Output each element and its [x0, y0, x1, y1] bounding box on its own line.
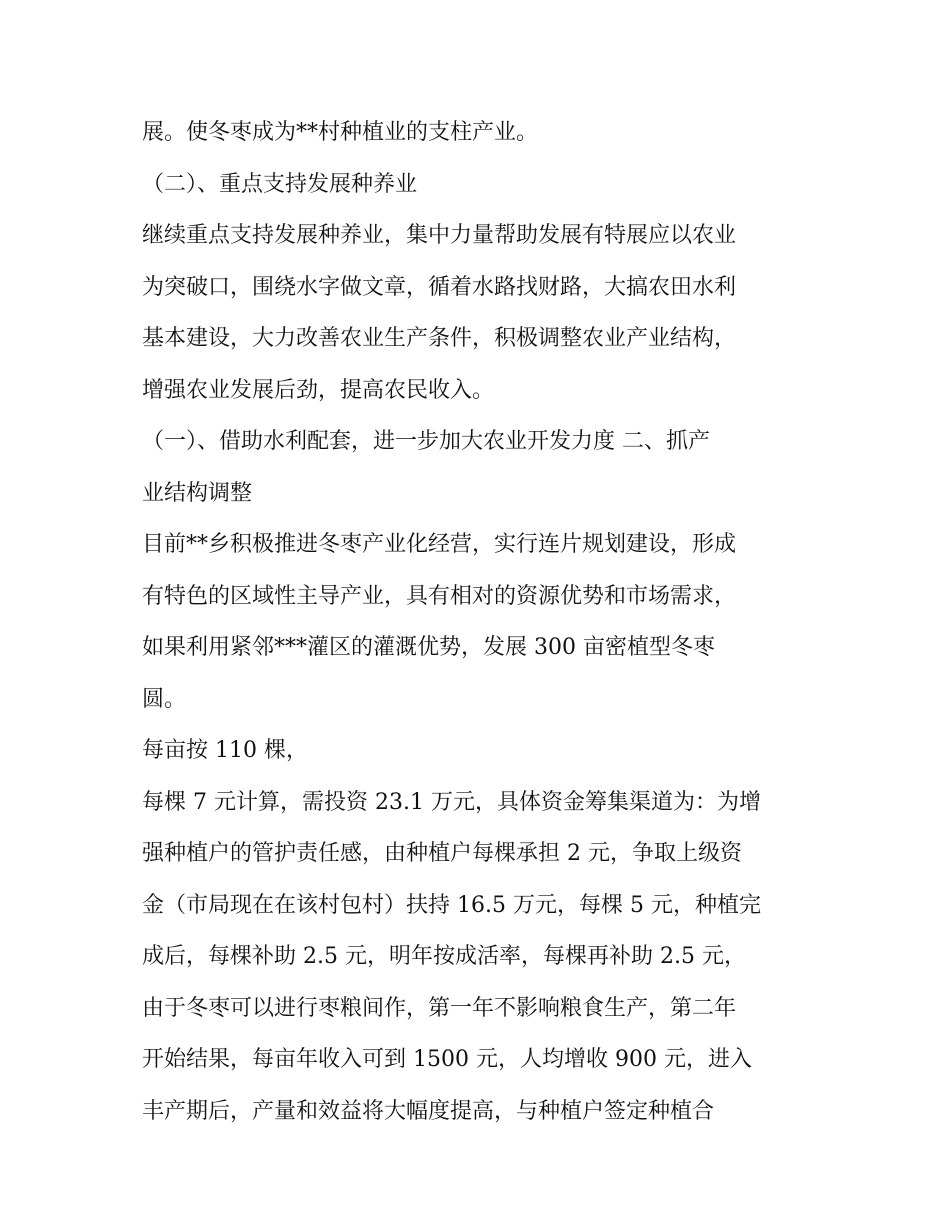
- text-line: 如果利用紧邻***灌区的灌溉优势，发展 300 亩密植型冬枣: [142, 635, 715, 660]
- document-body: [142, 107, 822, 1137]
- text-line: 有特色的区域性主导产业，具有相对的资源优势和市场需求，: [142, 583, 737, 609]
- text-line: 丰产期后，产量和效益将大幅度提高，与种植户签定种植合: [142, 1098, 715, 1124]
- section-heading: （二）、重点支持发展种养业: [142, 171, 418, 197]
- text-line: 开始结果，每亩年收入可到 1500 元，人均增收 900 元，进入: [142, 1047, 752, 1072]
- text-line: 业结构调整: [142, 480, 253, 506]
- text-line: 为突破口，围绕水字做文章，循着水路找财路，大搞农田水利: [142, 274, 737, 300]
- text-line: 展。使冬枣成为**村种植业的支柱产业。: [142, 120, 539, 145]
- text-line: 由于冬枣可以进行枣粮间作，第一年不影响粮食生产，第二年: [142, 995, 737, 1021]
- text-line: 强种植户的管护责任感，由种植户每棵承担 2 元，争取上级资: [142, 841, 742, 866]
- text-line: 金（市局现在在该村包村）扶持 16.5 万元，每棵 5 元，种植完: [142, 892, 761, 918]
- text-line: 增强农业发展后劲，提高农民收入。: [142, 377, 495, 403]
- text-line: 继续重点支持发展种养业，集中力量帮助发展有特展应以农业: [142, 223, 737, 248]
- section-heading: （一）、借助水利配套，进一步加大农业开发力度 二、抓产: [142, 429, 710, 454]
- text-line: 每棵 7 元计算，需投资 23.1 万元，具体资金筹集渠道为：为增: [142, 789, 761, 815]
- text-line: 基本建设，大力改善农业生产条件，积极调整农业产业结构，: [142, 326, 737, 351]
- text-line: 圆。: [142, 686, 187, 712]
- text-line: 目前**乡积极推进冬枣产业化经营，实行连片规划建设，形成: [142, 532, 737, 557]
- text-line: 每亩按 110 棵，: [142, 738, 308, 763]
- text-line: 成后，每棵补助 2.5 元，明年按成活率，每棵再补助 2.5 元，: [142, 944, 746, 969]
